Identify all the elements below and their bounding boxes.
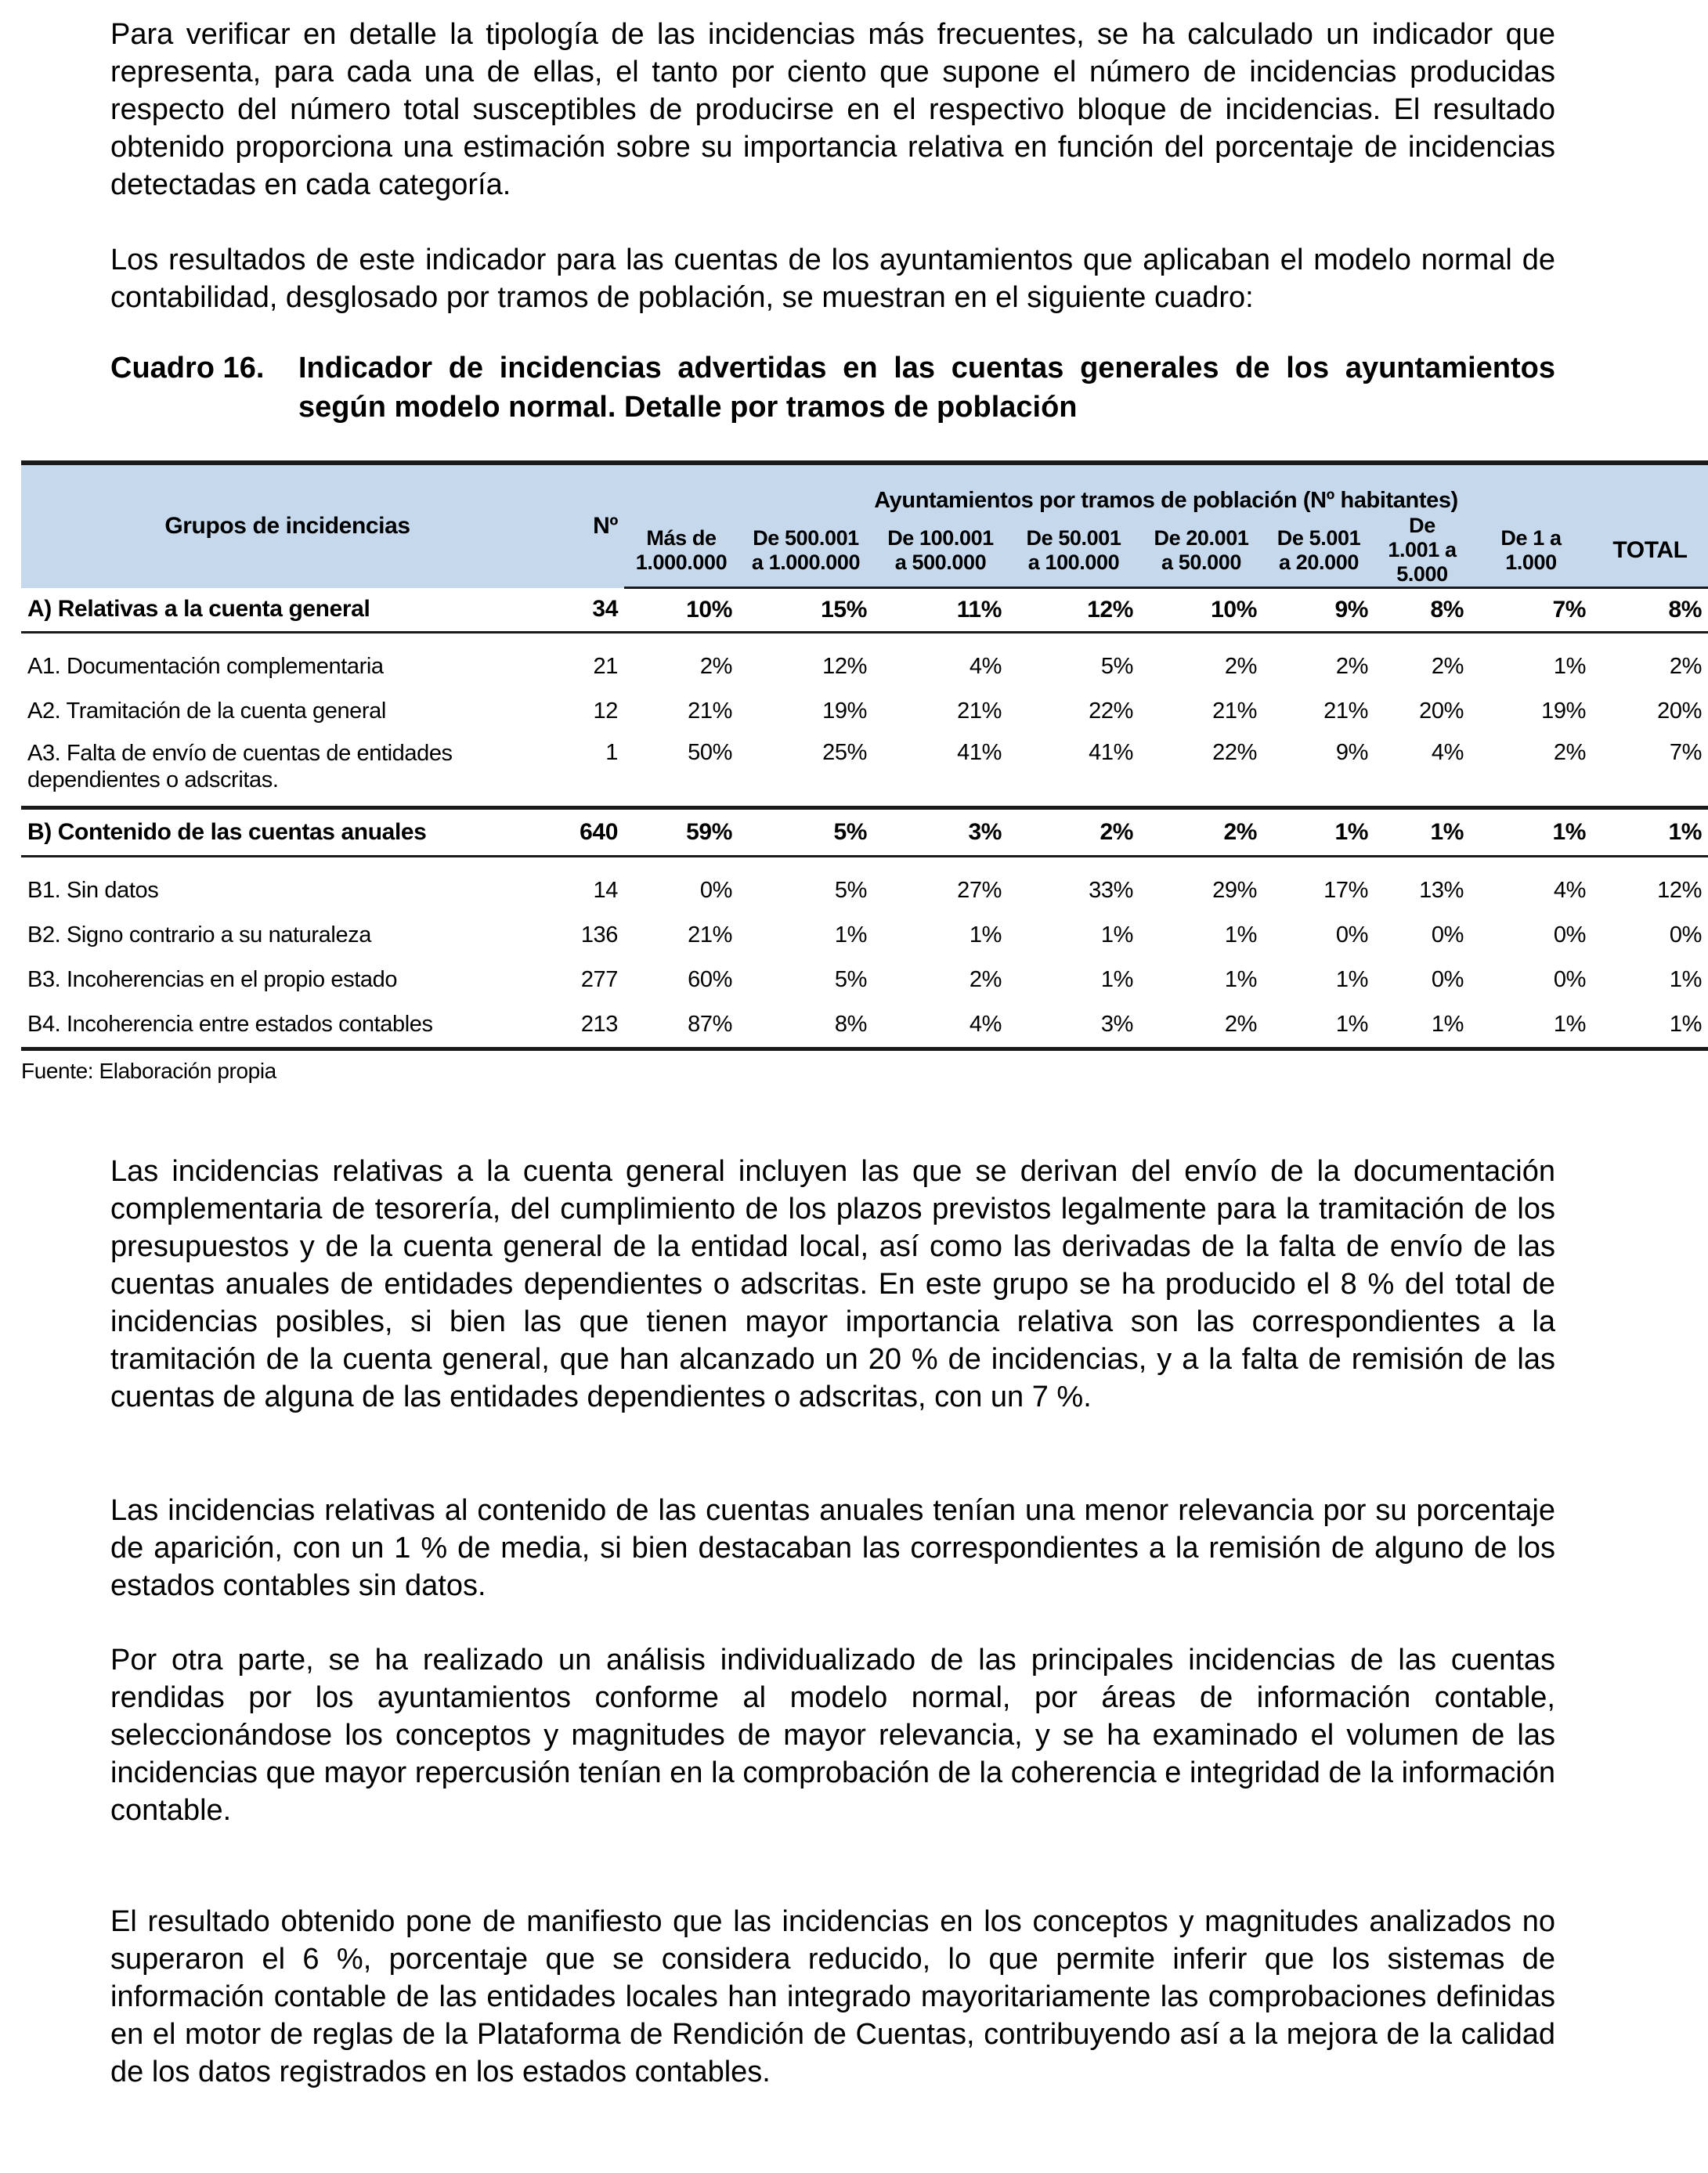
section-value: 1% [1470, 808, 1592, 857]
section-label: B) Contenido de las cuentas anuales [21, 808, 554, 857]
table-row [21, 734, 1708, 808]
table-row [21, 644, 1708, 689]
row-count: 136 [580, 922, 618, 948]
row-value: 3% [1008, 1002, 1139, 1049]
row-value: 0% [1553, 967, 1586, 992]
row-value: 19% [1541, 698, 1586, 724]
row-value: 13% [1419, 878, 1464, 903]
paragraph-cuenta-general: Las incidencias relativas a la cuenta general incluyen las que se derivan del envío de la documentación complementaria de tesorería, del cumplimiento de los plazos previstos legalmente para la tramitación de los presupuestos y de la cuenta general de la entidad local, así como las derivadas de la falta de envío de las cuentas anuales de entidades dependientes o adscritas. En este grupo se ha producido el 8 % del total de incidencias posibles, si bien las que tienen mayor importancia relativa son las correspondientes a la tramitación de la cuenta general, que han alcanzado un 20 % de incidencias, y a la falta de remisión de las cuentas de alguna de las entidades dependientes o adscritas, con un 7 %. [110, 1155, 1555, 1413]
row-value: 1% [1553, 654, 1586, 679]
table-row [21, 958, 1708, 1002]
row-value: 2% [1224, 654, 1257, 679]
row-value: 87% [624, 1002, 738, 1049]
section-value: 10% [624, 588, 738, 633]
row-value: 0% [699, 878, 732, 903]
column-header: De 20.001 a 50.000 [1139, 514, 1263, 588]
cuadro-16 [21, 460, 1702, 1084]
row-value: 2% [1669, 654, 1702, 679]
section-value: 5% [738, 808, 873, 857]
row-value: 22% [1139, 734, 1263, 808]
row-value: 0% [1553, 922, 1586, 948]
row-value: 50% [624, 734, 738, 808]
row-value: 2% [1139, 1002, 1263, 1049]
row-count: 12 [593, 698, 618, 724]
section-count: 34 [554, 588, 624, 633]
column-header: TOTAL [1592, 514, 1708, 588]
row-label: A1. Documentación complementaria [27, 654, 384, 679]
row-value: 1% [1224, 967, 1257, 992]
row-value: 1% [969, 922, 1002, 948]
row-value: 1% [1335, 967, 1368, 992]
section-value: 8% [1592, 588, 1708, 633]
row-label: B3. Incoherencias en el propio estado [27, 967, 398, 992]
section-value: 1% [1263, 808, 1374, 857]
row-value: 22% [1089, 698, 1133, 724]
row-value: 27% [957, 878, 1002, 903]
column-header: De 100.001 a 500.000 [873, 514, 1008, 588]
section-value: 15% [738, 588, 873, 633]
row-value: 41% [873, 734, 1008, 808]
incidence-table [21, 460, 1708, 1051]
table-caption [110, 348, 1555, 427]
row-value: 1% [834, 922, 867, 948]
section-value: 1% [1374, 808, 1470, 857]
column-header: De 5.001 a 20.000 [1263, 514, 1374, 588]
row-value: 2% [699, 654, 732, 679]
row-label: B2. Signo contrario a su naturaleza [27, 922, 371, 948]
row-value: 5% [834, 878, 867, 903]
row-value: 1% [1100, 922, 1133, 948]
table-row [21, 868, 1708, 913]
section-label: A) Relativas a la cuenta general [21, 588, 554, 633]
row-value: 21% [1212, 698, 1257, 724]
row-value: 0% [1335, 922, 1368, 948]
row-value: 20% [1657, 698, 1702, 724]
row-value: 1% [1263, 1002, 1374, 1049]
row-value: 9% [1263, 734, 1374, 808]
row-value: 5% [1100, 654, 1133, 679]
section-row [21, 588, 1708, 633]
row-value: 1% [1592, 1002, 1708, 1049]
column-header: Más de 1.000.000 [624, 514, 738, 588]
section-value: 8% [1374, 588, 1470, 633]
row-value: 2% [1470, 734, 1592, 808]
paragraph-contenido: Las incidencias relativas al contenido de las cuentas anuales tenían una menor relevancia por su porcentaje de aparición, con un 1 % de media, si bien destacaban las correspondientes a la remisión de alguno de los estados contables sin datos. [110, 1494, 1555, 1602]
row-value: 60% [688, 967, 732, 992]
spacer-row [21, 633, 1708, 645]
row-value: 21% [688, 922, 732, 948]
row-value: 2% [1335, 654, 1368, 679]
row-value: 1% [1470, 1002, 1592, 1049]
row-value: 29% [1212, 878, 1257, 903]
section-count: 640 [554, 808, 624, 857]
spacer-row [21, 857, 1708, 869]
row-value: 0% [1431, 967, 1464, 992]
row-value: 1% [1374, 1002, 1470, 1049]
row-value: 1% [1669, 967, 1702, 992]
column-header: De 500.001 a 1.000.000 [738, 514, 873, 588]
row-value: 1% [1100, 967, 1133, 992]
row-count: 213 [554, 1002, 624, 1049]
row-value: 4% [1553, 878, 1586, 903]
section-value: 10% [1139, 588, 1263, 633]
table-source: Fuente: Elaboración propia [21, 1059, 276, 1083]
section-value: 7% [1470, 588, 1592, 633]
row-value: 17% [1323, 878, 1368, 903]
section-value: 9% [1263, 588, 1374, 633]
row-count: 1 [554, 734, 624, 808]
row-label: B4. Incoherencia entre estados contables [21, 1002, 554, 1049]
row-value: 5% [834, 967, 867, 992]
row-value: 4% [969, 654, 1002, 679]
row-count: 14 [593, 878, 618, 903]
row-value: 1% [1224, 922, 1257, 948]
column-header: De 1 a 1.000 [1470, 514, 1592, 588]
paragraph-results: Los resultados de este indicador para las cuentas de los ayuntamientos que aplicaban el modelo normal de contabilidad, desglosado por tramos de población, se muestran en el siguiente cuadro: [110, 244, 1555, 314]
column-header: De 1.001 a 5.000 [1374, 514, 1470, 588]
row-value: 12% [822, 654, 867, 679]
row-value: 7% [1592, 734, 1708, 808]
row-value: 21% [688, 698, 732, 724]
row-count: 277 [580, 967, 618, 992]
row-value: 2% [969, 967, 1002, 992]
column-header: De 50.001 a 100.000 [1008, 514, 1139, 588]
row-value: 12% [1657, 878, 1702, 903]
section-value: 1% [1592, 808, 1708, 857]
row-value: 25% [738, 734, 873, 808]
table-row [21, 1002, 1708, 1049]
row-value: 20% [1419, 698, 1464, 724]
header-population: Ayuntamientos por tramos de población (Nº habitantes) [624, 463, 1708, 514]
header-n: Nº [554, 463, 624, 588]
row-value: 21% [1323, 698, 1368, 724]
section-value: 59% [624, 808, 738, 857]
row-value: 19% [822, 698, 867, 724]
row-value: 21% [957, 698, 1002, 724]
row-value: 4% [873, 1002, 1008, 1049]
section-row [21, 808, 1708, 857]
row-label: B1. Sin datos [27, 878, 159, 903]
spacer-cell [21, 633, 1708, 645]
section-value: 3% [873, 808, 1008, 857]
paragraph-analisis: Por otra parte, se ha realizado un análisis individualizado de las principales incidencias de las cuentas rendidas por los ayuntamientos conforme al modelo normal, por áreas de información contable, seleccionándose los conceptos y magnitudes de mayor relevancia, y se ha examinado el volumen de las incidencias que mayor repercusión tenían en la comprobación de la coherencia e integridad de la información contable. [110, 1644, 1555, 1827]
section-value: 2% [1008, 808, 1139, 857]
table-row [21, 689, 1708, 734]
caption-title: Indicador de incidencias advertidas en las cuentas generales de los ayuntamientos según modelo normal. Detalle por tramos de población [298, 352, 1555, 424]
spacer-cell [21, 857, 1708, 869]
row-value: 0% [1669, 922, 1702, 948]
row-count: 21 [593, 654, 618, 679]
paragraph-conclusion: El resultado obtenido pone de manifiesto que las incidencias en los conceptos y magnitudes analizados no superaron el 6 %, porcentaje que se considera reducido, lo que permite inferir que los sistemas de información contable de las entidades locales han integrado mayoritariamente las comprobaciones definidas en el motor de reglas de la Plataforma de Rendición de Cuentas, contribuyendo así a la mejora de la calidad de los datos registrados en los estados contables. [110, 1905, 1555, 2088]
row-label: A2. Tramitación de la cuenta general [27, 698, 386, 724]
row-value: 33% [1089, 878, 1133, 903]
row-label: A3. Falta de envío de cuentas de entidades dependientes o adscritas. [21, 734, 554, 808]
section-value: 12% [1008, 588, 1139, 633]
header-groups: Grupos de incidencias [21, 463, 554, 588]
row-value: 0% [1431, 922, 1464, 948]
section-value: 11% [873, 588, 1008, 633]
row-value: 2% [1431, 654, 1464, 679]
caption-number: Cuadro 16. [110, 352, 265, 384]
section-value: 2% [1139, 808, 1263, 857]
table-row [21, 913, 1708, 958]
row-value: 8% [738, 1002, 873, 1049]
row-value: 41% [1008, 734, 1139, 808]
row-value: 4% [1374, 734, 1470, 808]
paragraph-intro: Para verificar en detalle la tipología de las incidencias más frecuentes, se ha calculado un indicador que representa, para cada una de ellas, el tanto por ciento que supone el número de incidencias producidas respecto del número total susceptibles de producirse en el respectivo bloque de incidencias. El resultado obtenido proporciona una estimación sobre su importancia relativa en función del porcentaje de incidencias detectadas en cada categoría. [110, 18, 1555, 201]
